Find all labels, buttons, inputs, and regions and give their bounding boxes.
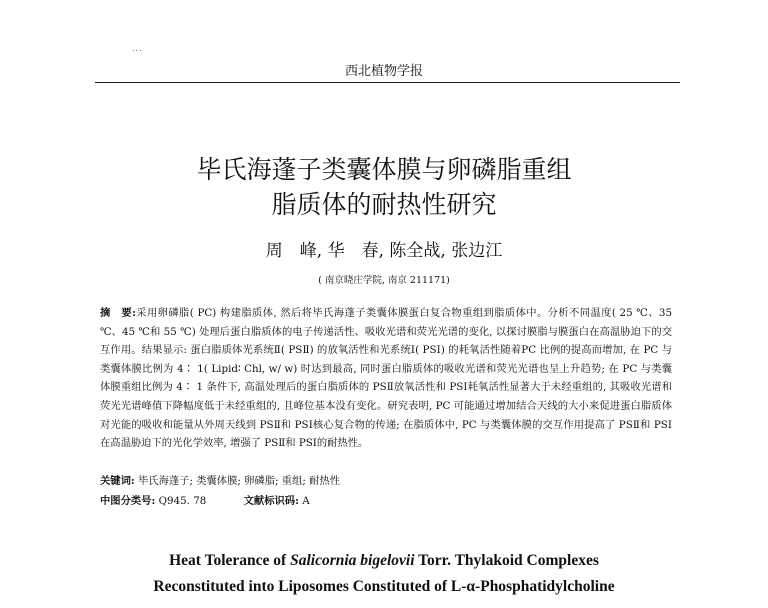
english-title-line-1 — [0, 548, 768, 574]
document-code-label: 文献标识码: — [243, 495, 299, 507]
affiliation: ( 南京晓庄学院, 南京 211171) — [318, 275, 450, 286]
keywords-label: 关键词: — [100, 475, 135, 487]
classification-label: 中图分类号: — [100, 495, 156, 507]
author-list: 周 峰, 华 春, 陈全战, 张边江 — [265, 241, 503, 261]
abstract-label: 摘 要: — [100, 307, 136, 319]
abstract-text: 采用卵磷脂( PC) 构建脂质体, 然后将毕氏海蓬子类囊体膜蛋白复合物重组到脂质体中。分析不同温度( 25 ℃、35 ℃、45 ℃和 55 ℃) 处理后蛋白脂质体的电子传递活性、吸收光谱和荧光光谱的变化, 以探讨膜脂与膜蛋白在高温胁迫下的交互作用。结果显示: 蛋白脂质体光系统Ⅱ( PSⅡ) 的放氧活性和光系统Ⅰ( PSⅠ) 的耗氧活性随着PC 比例的提高而增加, 在 PC 与类囊体膜比例为 4∶ 1( Lipid∶ Chl, w/ w) 时达到最高, 同时蛋白脂质体的吸收光谱和荧光光谱也呈上升趋势; 在 PC 与类囊体膜重组比例为 4∶ 1 条件下, 高温处理后的蛋白脂质体的 PSⅡ放氧活性和 PSⅠ耗氧活性显著大于未经重组的, 其吸收光谱和荧光光谱峰值下降幅度低于未经重组的, 且峰位基本没有变化。研究表明, PC 可能通过增加结合天线的大小来促进蛋白脂质体对光能的吸收和能量从外周天线到 PSⅡ和 PSⅠ核心复合物的传递; 在脂质体中, PC 与类囊体膜的交互作用提高了 PSⅡ和 PSⅠ在高温胁迫下的光化学效率, 增强了 PSⅡ和 PSⅠ的耐热性。 — [100, 307, 672, 450]
classification — [100, 492, 672, 510]
classification-value: Q945. 78 — [158, 495, 207, 507]
english-title-part1: Heat Tolerance of — [169, 552, 291, 569]
title-line-2: 脂质体的耐热性研究 — [271, 190, 497, 219]
keywords — [100, 472, 672, 490]
english-title-line-2: Reconstituted into Liposomes Constituted of L-α-Phosphatidylcholine — [153, 578, 615, 595]
paper-title — [0, 152, 768, 222]
english-title — [0, 548, 768, 600]
journal-name: 西北植物学报 — [344, 64, 423, 79]
abstract — [100, 304, 672, 453]
title-line-1: 毕氏海蓬子类囊体膜与卵磷脂重组 — [196, 155, 572, 184]
keywords-text: 毕氏海蓬子; 类囊体膜; 卵磷脂; 重组; 耐热性 — [137, 475, 340, 487]
document-code-value: A — [302, 495, 310, 507]
english-title-species: Salicornia bigelovii — [290, 552, 415, 569]
english-title-part2: Torr. Thylakoid Complexes — [414, 552, 599, 569]
header-dots: ... — [132, 44, 143, 53]
header-rule — [95, 82, 680, 83]
